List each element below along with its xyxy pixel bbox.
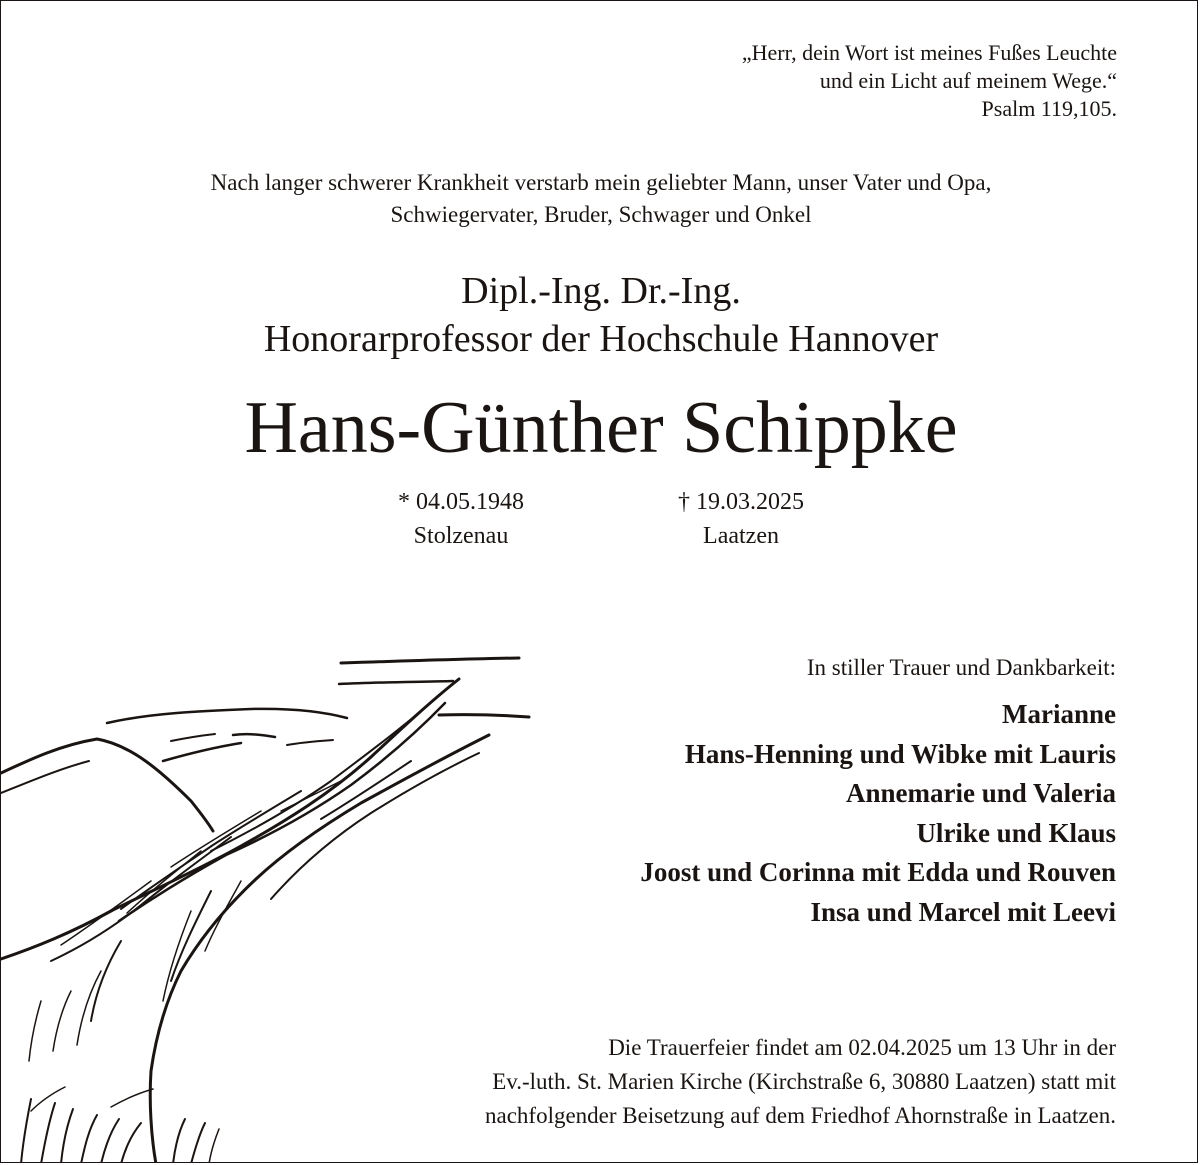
- academic-titles: [1, 267, 1198, 363]
- mourner-name: Ulrike und Klaus: [916, 817, 1116, 848]
- psalm-reference: Psalm 119,105.: [981, 96, 1117, 121]
- sketch-hills: [1, 739, 213, 831]
- death-date: † 19.03.2025: [678, 489, 804, 515]
- death-place: Laatzen: [703, 523, 779, 549]
- mourners-list: [640, 695, 1116, 932]
- sketch-grass: [21, 1087, 219, 1163]
- sketch-road: [1, 679, 489, 1163]
- deceased-name: Hans-Günther Schippke: [244, 387, 958, 469]
- psalm-line: „Herr, dein Wort ist meines Fußes Leuchte: [741, 40, 1117, 65]
- funeral-line: nachfolgender Beisetzung auf dem Friedhof Ahornstraße in Laatzen.: [485, 1103, 1116, 1128]
- funeral-line: Die Trauerfeier findet am 02.04.2025 um 13 Uhr in der: [608, 1035, 1116, 1060]
- mourning-heading: In stiller Trauer und Dankbarkeit:: [806, 655, 1116, 680]
- landscape-path-sketch-icon: [1, 641, 561, 1163]
- funeral-info: [485, 1031, 1116, 1133]
- funeral-line: Ev.-luth. St. Marien Kirche (Kirchstraße 6, 30880 Laatzen) statt mit: [492, 1069, 1116, 1094]
- mourner-name: Marianne: [1002, 699, 1116, 729]
- birth-place: Stolzenau: [413, 523, 509, 549]
- intro-line: Schwiegervater, Bruder, Schwager und Onkel: [390, 202, 812, 227]
- mourner-name: Insa und Marcel mit Leevi: [810, 896, 1116, 927]
- professorship-title: Honorarprofessor der Hochschule Hannover: [263, 318, 939, 360]
- mourner-name: Joost und Corinna mit Edda und Rouven: [640, 857, 1116, 887]
- birth-date: * 04.05.1948: [398, 489, 524, 515]
- mourner-name: Hans-Henning und Wibke mit Lauris: [684, 738, 1116, 769]
- psalm-quote: [742, 39, 1117, 123]
- mourner-name: Annemarie und Valeria: [845, 778, 1116, 808]
- intro-text: [1, 167, 1198, 231]
- birth-info: [361, 485, 561, 553]
- degree-title: Dipl.-Ing. Dr.-Ing.: [461, 270, 741, 312]
- intro-line: Nach langer schwerer Krankheit verstarb mein geliebter Mann, unser Vater und Opa,: [210, 170, 992, 195]
- psalm-line: und ein Licht auf meinem Wege.“: [819, 68, 1117, 93]
- death-info: [641, 485, 841, 553]
